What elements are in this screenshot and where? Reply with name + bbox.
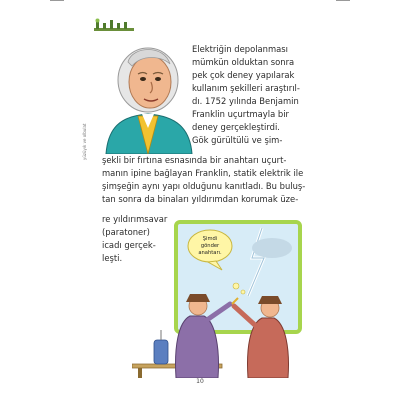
text-line: pek çok deney yapılarak: [192, 70, 295, 80]
text-line: dı. 1752 yılında Benjamin: [192, 96, 299, 106]
crop-mark-right: [336, 0, 350, 1]
page-number: 10: [196, 378, 204, 385]
text-line: şekli bir fırtına esnasında bir anahtarı uçurt-: [102, 155, 287, 165]
paragraph-left-column: [102, 213, 182, 265]
text-line: re yıldırımsavar: [102, 214, 168, 224]
book-page: [80, 10, 320, 390]
text-line: şimşeğin aynı yapı olduğunu kanıtladı. Bu buluş-: [102, 181, 306, 191]
text-line: (paratoner): [102, 227, 150, 237]
text-line: Elektriğin depolanması: [192, 44, 288, 54]
paragraph-right-column: [192, 43, 310, 147]
text-line: Gök gürültülü ve şim-: [192, 135, 283, 145]
header-ornament-icon: [94, 18, 134, 34]
text-line: manın ipine bağlayan Franklin, statik elektrik ile: [102, 168, 304, 178]
text-line: mümkün olduktan sonra: [192, 57, 295, 67]
speech-bubble-line: gönder: [200, 243, 220, 249]
paragraph-full-width: [102, 154, 310, 206]
text-line: deney gerçekleştirdi.: [192, 122, 280, 132]
text-line: tan sonra da binaları yıldırımdan korumak üze-: [102, 194, 299, 204]
side-label: yüzüyık ve olbulat: [82, 123, 87, 160]
text-line: icadı gerçek-: [102, 240, 156, 250]
text-line: leşti.: [102, 253, 123, 263]
benjamin-franklin-portrait: [102, 36, 194, 154]
text-line: Franklin uçurtmayla bir: [192, 109, 289, 119]
speech-bubble-line: anahtarı.: [198, 250, 222, 256]
crop-mark-left: [50, 0, 64, 1]
speech-bubble-line: Şimdi: [202, 236, 218, 242]
text-line: kullanım şekilleri araştırıl-: [192, 83, 300, 93]
